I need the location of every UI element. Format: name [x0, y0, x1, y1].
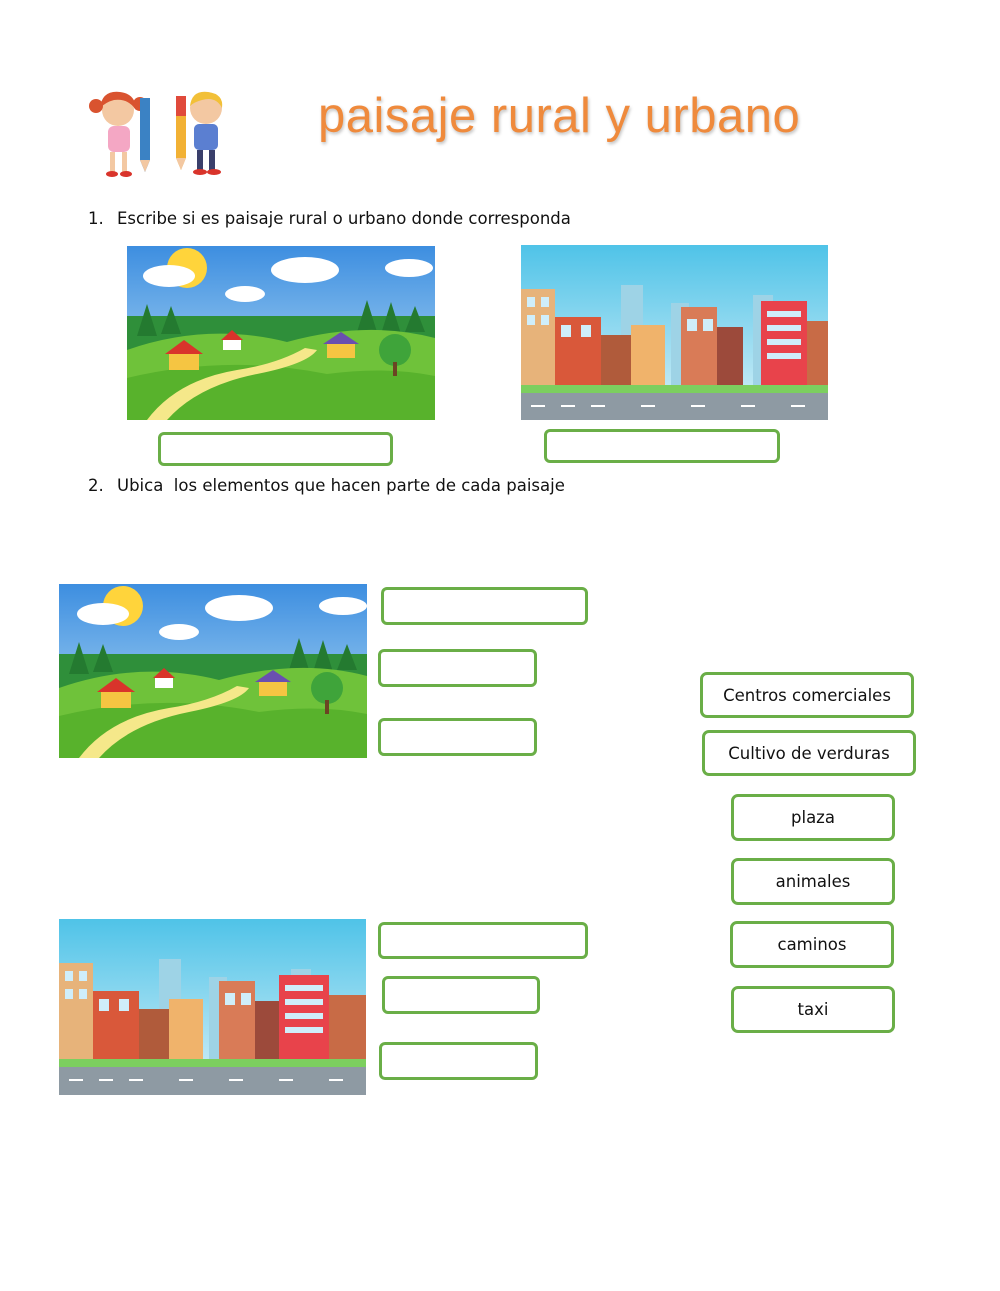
- rural-landscape-image: [59, 584, 367, 758]
- question-1-number: 1.: [88, 209, 104, 228]
- word-chip-centros-comerciales[interactable]: Centros comerciales: [700, 672, 914, 718]
- page-title: paisaje rural y urbano: [318, 89, 801, 143]
- word-chip-taxi[interactable]: taxi: [731, 986, 895, 1033]
- urban-drop-box[interactable]: [378, 922, 588, 959]
- question-1: [88, 209, 788, 231]
- word-chip-cultivo-de-verduras[interactable]: Cultivo de verduras: [702, 730, 916, 776]
- question-1-text: Escribe si es paisaje rural o urbano donde corresponda: [117, 209, 571, 228]
- urban-drop-box[interactable]: [379, 1042, 538, 1080]
- question-2: [88, 476, 788, 498]
- q1-urban-answer-box[interactable]: [544, 429, 780, 463]
- question-2-number: 2.: [88, 476, 104, 495]
- rural-drop-box[interactable]: [381, 587, 588, 625]
- rural-drop-box[interactable]: [378, 649, 537, 687]
- rural-landscape-image: [127, 246, 435, 420]
- kids-with-pencils-icon: [84, 88, 244, 180]
- word-chip-animales[interactable]: animales: [731, 858, 895, 905]
- city-landscape-image: [521, 245, 828, 420]
- question-2-text: Ubica los elementos que hacen parte de cada paisaje: [117, 476, 565, 495]
- rural-drop-box[interactable]: [378, 718, 537, 756]
- city-landscape-image: [59, 919, 366, 1095]
- urban-drop-box[interactable]: [382, 976, 540, 1014]
- word-chip-plaza[interactable]: plaza: [731, 794, 895, 841]
- word-chip-caminos[interactable]: caminos: [730, 921, 894, 968]
- q1-rural-answer-box[interactable]: [158, 432, 393, 466]
